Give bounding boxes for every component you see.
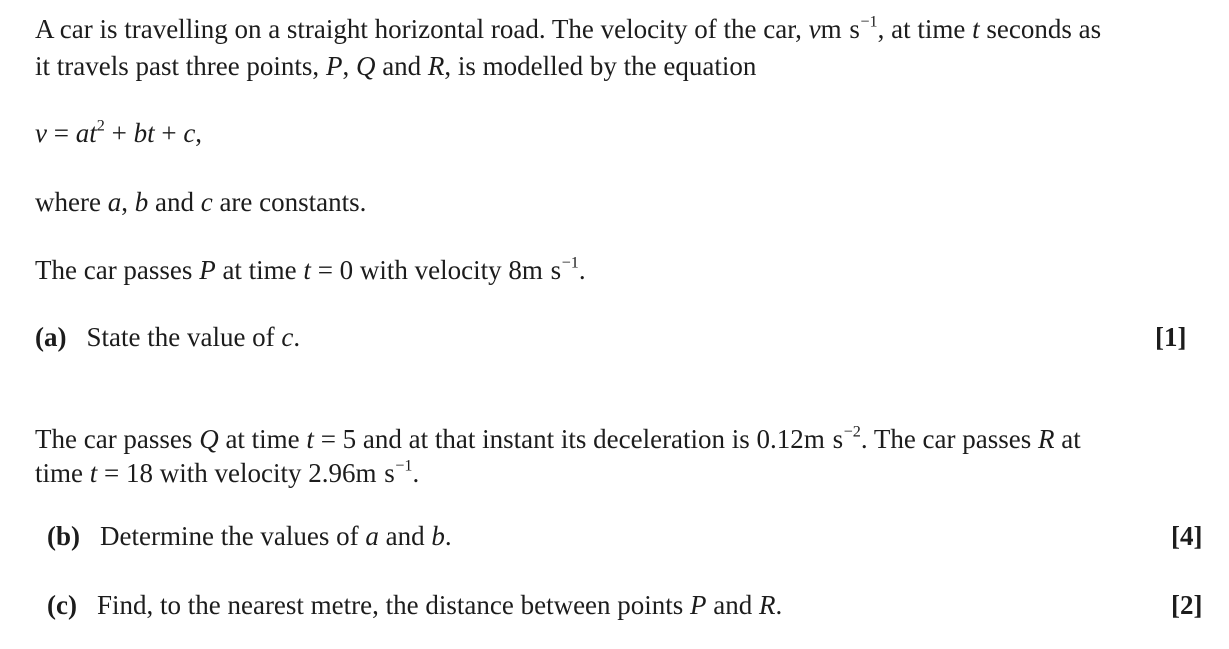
part-a-label: (a)	[35, 322, 67, 352]
part-b	[47, 523, 452, 550]
part-a-text: .	[293, 322, 301, 352]
equation-end: ,	[195, 118, 203, 148]
constants-line	[35, 189, 366, 216]
unit: m s	[820, 14, 861, 44]
point-p: P	[325, 51, 343, 81]
constants-text: and	[148, 187, 201, 217]
equation-a: a	[75, 118, 90, 148]
unit: m s	[355, 458, 396, 488]
unit-exponent: −1	[561, 253, 579, 272]
info-text: . The car passes	[860, 424, 1038, 454]
info-text: at	[1054, 424, 1081, 454]
info-text: time	[35, 458, 90, 488]
point-p: P	[690, 590, 707, 620]
equation-square: 2	[96, 116, 105, 135]
constant-b: b	[134, 187, 149, 217]
equation-equals: =	[46, 118, 76, 148]
constant-c: c	[200, 187, 213, 217]
constants-text: are constants.	[212, 187, 367, 217]
intro-text: ,	[342, 51, 356, 81]
time-symbol: t	[306, 424, 314, 454]
intro-text: , is modelled by the equation	[444, 51, 757, 81]
part-c-text: and	[706, 590, 760, 620]
equation-plus: +	[104, 118, 134, 148]
point-r: R	[759, 590, 776, 620]
part-b-text: and	[378, 521, 432, 551]
info-text: at time	[218, 424, 307, 454]
intro-line-2	[35, 53, 756, 80]
part-b-text: Determine the values of	[100, 521, 366, 551]
intro-text: seconds as	[979, 14, 1102, 44]
part-c-marks: [2]	[1171, 590, 1203, 620]
time-symbol: t	[303, 255, 311, 285]
info-line-2	[35, 456, 420, 488]
unit: m s	[521, 255, 562, 285]
point-r: R	[1038, 424, 1055, 454]
part-a-marks: [1]	[1155, 322, 1187, 352]
part-b-variable-b: b	[431, 521, 445, 551]
info-line-1	[35, 422, 1081, 454]
part-b-marks: [4]	[1171, 521, 1203, 551]
equation-plus: +	[154, 118, 184, 148]
part-a-text: State the value of	[86, 322, 282, 352]
intro-text: it travels past three points,	[35, 51, 326, 81]
velocity-symbol: v	[808, 14, 821, 44]
time-symbol: t	[89, 458, 98, 488]
pass-p-text: at time	[215, 255, 304, 285]
velocity-equation	[35, 116, 203, 148]
part-c-label: (c)	[47, 590, 77, 620]
pass-p-text: The car passes	[35, 255, 200, 285]
part-c-text: Find, to the nearest metre, the distance between points	[96, 590, 691, 620]
point-p: P	[199, 255, 216, 285]
time-symbol: t	[972, 14, 980, 44]
point-q: Q	[199, 424, 219, 454]
unit-exponent: −2	[843, 422, 861, 441]
unit-exponent: −1	[860, 12, 878, 31]
unit-exponent: −1	[395, 456, 413, 475]
info-text: = 5 and at that instant its deceleration is 0.12	[313, 424, 804, 454]
info-text: .	[412, 458, 420, 488]
equation-c: c	[183, 118, 196, 148]
part-a-variable: c	[281, 322, 294, 352]
part-a	[35, 324, 300, 351]
intro-text: and	[375, 51, 428, 81]
equation-t: t	[147, 118, 155, 148]
info-text: The car passes	[35, 424, 200, 454]
part-b-text: .	[444, 521, 452, 551]
unit: m s	[803, 424, 844, 454]
intro-text: A car is travelling on a straight horizontal road. The velocity of the car,	[35, 14, 809, 44]
info-text: = 18 with velocity 2.96	[97, 458, 356, 488]
equation-b: b	[133, 118, 148, 148]
constant-a: a	[107, 187, 122, 217]
constants-text: ,	[121, 187, 135, 217]
point-r: R	[427, 51, 445, 81]
equation-v: v	[35, 118, 47, 148]
pass-p-line	[35, 253, 586, 285]
part-c-text: .	[775, 590, 783, 620]
part-c	[47, 592, 782, 619]
equation-t: t	[89, 118, 97, 148]
pass-p-text: = 0 with velocity 8	[310, 255, 522, 285]
intro-line-1	[35, 12, 1102, 44]
pass-p-text: .	[578, 255, 586, 285]
constants-text: where	[35, 187, 108, 217]
part-b-variable-a: a	[365, 521, 379, 551]
part-b-label: (b)	[47, 521, 80, 551]
point-q: Q	[355, 51, 376, 81]
intro-text: , at time	[877, 14, 973, 44]
